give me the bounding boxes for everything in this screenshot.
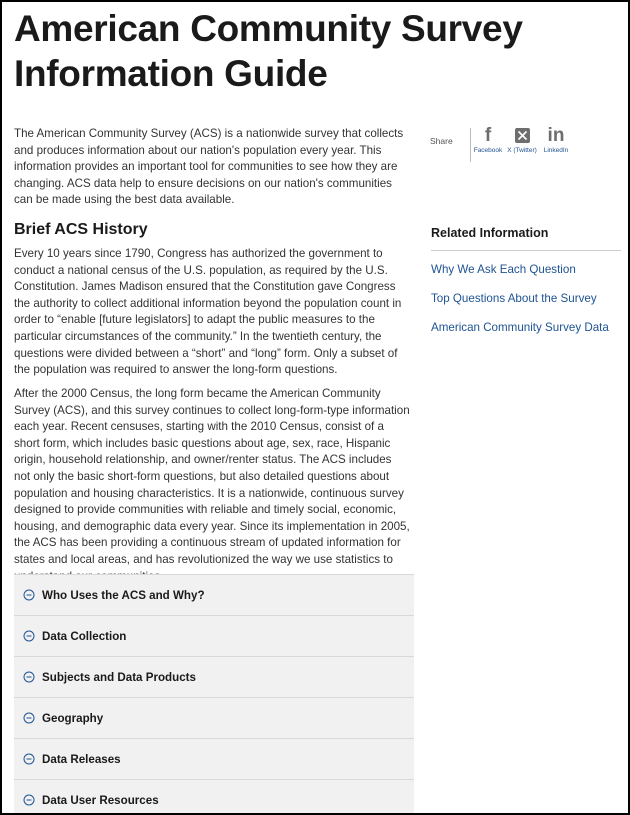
accordion-item-label: Data Releases (42, 752, 121, 766)
share-label: Share (430, 136, 453, 146)
share-x-twitter-label: X (Twitter) (507, 147, 537, 154)
accordion-item-data-releases[interactable] (14, 738, 414, 779)
expand-circle-icon (23, 671, 35, 683)
related-information-panel (431, 224, 621, 342)
accordion-item-geography[interactable] (14, 697, 414, 738)
history-paragraph-2: After the 2000 Census, the long form became the American Community Survey (ACS), and this survey continues to collect long-form-type information each year. Recent censuses, starting with the 2010 Census, consist of a short form, which includes basic questions about age, sex, race, Hispanic origin, household relationship, and owner/renter status. The ACS includes not only the basic short-form questions, but also detailed questions about population and housing characteristics. It is a nationwide, continuous survey designed to provide communities with reliable and timely social, economic, housing, and demographic data every year. Since its implementation in 2005, the ACS has been providing a continuous stream of updated information for states and local areas, and has revolutionized the way we use statistics to (14, 387, 410, 566)
related-information-heading: Related Information (431, 224, 621, 251)
expand-circle-icon (23, 753, 35, 765)
accordion-item-data-user-resources[interactable] (14, 779, 414, 815)
section-heading-history: Brief ACS History (14, 221, 148, 238)
related-links-list (431, 255, 621, 342)
linkedin-icon: in (547, 125, 565, 146)
history-paragraph-1: Every 10 years since 1790, Congress has authorized the government to conduct a national census of the U.S. population, as required by the U.S. Constitution. James Madison ensured that the Constitution gave Congress the authority to collect additional information beyond the population count in order to “enable [future legislators] to adapt the public measures to the particular circumstances of the community.” In the twentieth century, the questions were divided between a “short” and “long” form. Only a subset of the population was required to answer the long-form questions. (14, 247, 402, 377)
facebook-icon: f (484, 125, 492, 146)
page-title: American Community Survey Information Guide (14, 8, 523, 94)
accordion-item-label: Who Uses the ACS and Why? (42, 588, 205, 602)
expand-circle-icon (23, 630, 35, 642)
share-linkedin-button[interactable] (536, 126, 576, 154)
share-bar (430, 126, 610, 162)
expand-circle-icon (23, 794, 35, 806)
related-link-top-questions[interactable]: Top Questions About the Survey (431, 292, 597, 305)
share-linkedin-label: LinkedIn (543, 147, 569, 154)
accordion-item-label: Subjects and Data Products (42, 670, 196, 684)
accordion-item-label: Data Collection (42, 629, 127, 643)
accordion-item-label: Geography (42, 711, 104, 725)
accordion-item-label: Data User Resources (42, 793, 159, 807)
accordion-item-data-collection[interactable] (14, 615, 414, 656)
accordion-item-who-uses[interactable] (14, 574, 414, 615)
intro-paragraph: The American Community Survey (ACS) is a nationwide survey that collects and produces information about our nation's population every year. This information provides an important tool for communities to see how they are changing. ACS data help to ensure decisions on our nation's communities can be made using the best data available. (14, 127, 404, 207)
share-facebook-label: Facebook (473, 147, 503, 154)
related-link-why-we-ask[interactable]: Why We Ask Each Question (431, 263, 576, 276)
accordion (14, 574, 414, 815)
accordion-item-subjects[interactable] (14, 656, 414, 697)
expand-circle-icon (23, 712, 35, 724)
related-link-acs-data[interactable]: American Community Survey Data (431, 321, 609, 334)
expand-circle-icon (23, 589, 35, 601)
